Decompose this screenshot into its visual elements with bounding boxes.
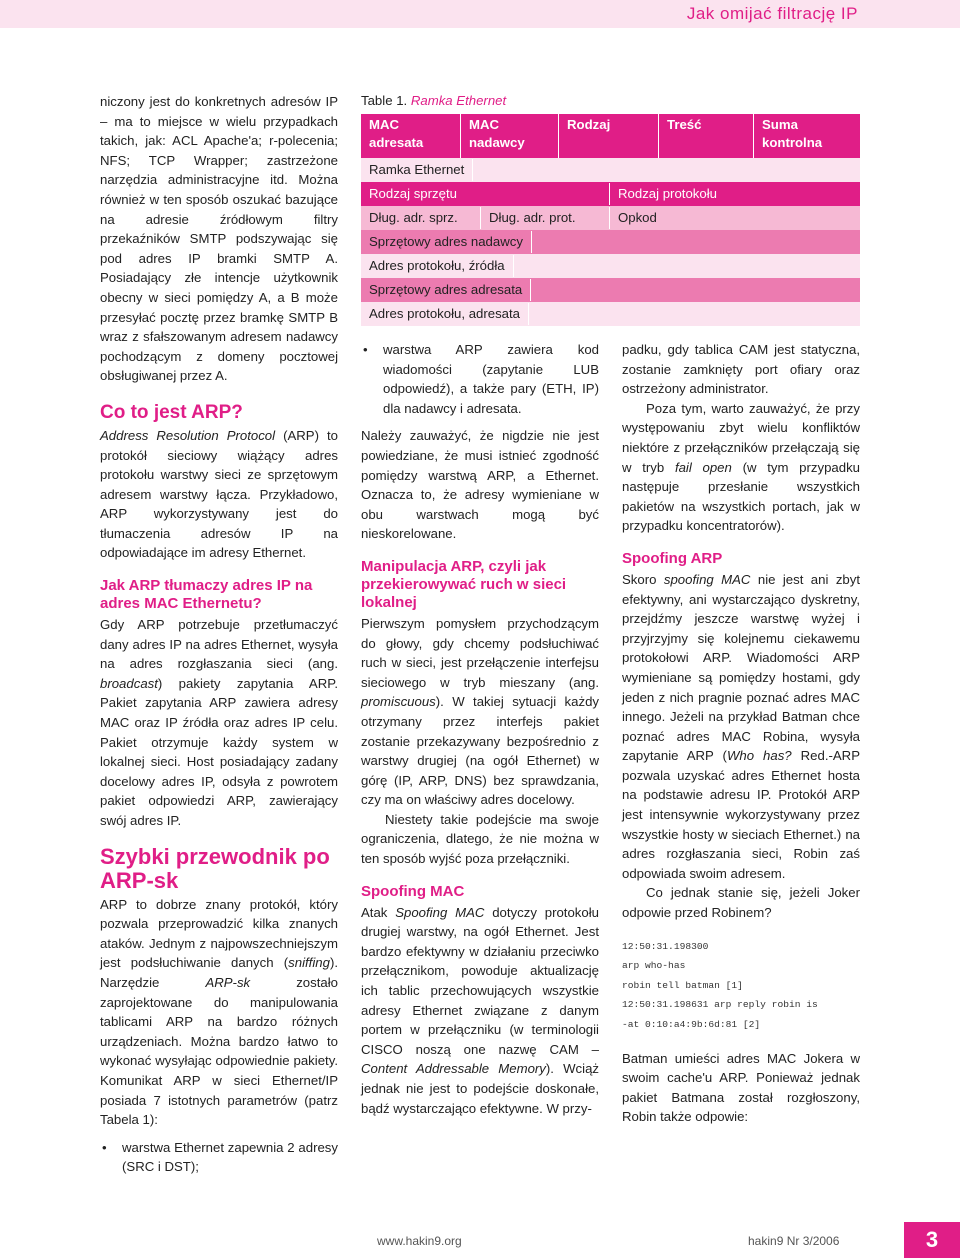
emphasis: Address Resolution Protocol: [100, 427, 276, 443]
emphasis: Spoofing MAC: [395, 904, 485, 920]
bullet-list: [100, 1138, 338, 1177]
table-header-cell: Rodzaj: [559, 114, 659, 158]
code-line: 12:50:31.198300: [622, 940, 709, 952]
table-cell: Dług. adr. prot.: [481, 207, 610, 229]
paragraph: [361, 614, 599, 810]
text: zostało zaprojektowane do manipulowania tablicami ARP na bardzo różnych urządzeniach. Można bardzo łatwo to wykonać wysyłając odpowiednie pakiety. Komunikat ARP w sieci Ethernet/IP posiada 7 istotnych parametrów (patrz Tabela 1):: [100, 974, 338, 1128]
list-item: • warstwa Ethernet zapewnia 2 adresy (SRC i DST);: [100, 1138, 338, 1177]
table-cell: Rodzaj sprzętu: [361, 183, 610, 205]
paragraph: [622, 570, 860, 884]
text: ARP to dobrze znany protokół, który pozwala przeprowadzić kilka znanych ataków. Jednym z najpowszechniejszym jest podsłuchiwanie danych (: [100, 896, 338, 971]
table-row: [361, 278, 860, 302]
emphasis: ARP-sk: [205, 974, 251, 990]
text: Atak: [361, 904, 396, 920]
table-cell: Opkod: [618, 210, 657, 225]
table-row: [361, 158, 860, 182]
text: dotyczy protokołu drugiej warstwy, na ogół Ethernet. Jest bardzo efektywny w działaniu przeciwko przełącznikom, powoduje aktualizację ich tablic przechowujących wszystkie adresy Ethernet związane z danym portem w przełączniku (w terminologii CISCO noszą one nazwę CAM –: [361, 904, 599, 1057]
text: ). W takiej sytuacji każdy otrzymany przez interfejs pakiet zostanie przekazywany bezpośrednio z warstwy drugiej (na ogół Ethernet) w górę (IP, ARP, DNS) bez sprawdzania, czy ma on właściwy adres docelowy.: [361, 694, 599, 808]
column-2: [361, 340, 599, 1118]
heading-arp-translate: Jak ARP tłumaczy adres IP na adres MAC Ethernetu?: [100, 577, 313, 613]
table-header-cell: MAC nadawcy: [461, 114, 559, 158]
paragraph: Batman umieści adres MAC Jokera w swoim cache'u ARP. Ponieważ jednak pakiet Batmana został rozgłoszony, Robin także odpowie:: [622, 1050, 860, 1125]
running-title: Jak omijać filtrację IP: [686, 4, 858, 23]
table-cell: Sprzętowy adres nadawcy: [361, 231, 532, 253]
paragraph: [622, 399, 860, 536]
text: ). Wciąż jednak nie jest to podejście doskonałe, bądź wystarczająco efektywne. W przy-: [361, 1061, 599, 1116]
page-number: 3: [904, 1222, 960, 1258]
code-line: robin tell batman [1]: [622, 979, 743, 991]
table-title: Ramka Ethernet: [410, 93, 507, 108]
code-line: 12:50:31.198631 arp reply robin is: [622, 999, 818, 1011]
emphasis: broadcast: [100, 675, 158, 691]
text: Red.-ARP pozwala uzyskać adres Ethernet hosta na podstawie adresu IP. Protokół ARP jest intensywnie wykorzystywany przez wszystkie hosty w sieciach Ethernet.) na adres rozgłaszania sieci, Robin zaś odpowiada swoim adresem.: [622, 748, 860, 881]
table-cell: Sprzętowy adres adresata: [361, 279, 531, 301]
header-bar: [0, 0, 960, 28]
bullet-list: [361, 340, 599, 418]
footer-url[interactable]: www.hakin9.org: [377, 1234, 462, 1248]
code-listing: [622, 937, 860, 1035]
table-row: [361, 230, 860, 254]
paragraph: [100, 426, 338, 563]
heading-arp-manipulation: Manipulacja ARP, czyli jak przekierowywać ruch w sieci lokalnej: [361, 557, 567, 611]
text: ) pakiety zapytania ARP. Pakiet zapytania ARP zawiera adresy MAC oraz IP źródła oraz adres IP celu. Pakiet otrzymuje każdy system w lokalnej sieci. Host posiadający zadany docelowy adres IP, odsyła z powrotem pakiet odpowiedzi ARP, zawierający swój adres IP.: [100, 675, 338, 828]
column-1: [100, 92, 338, 1185]
table-cell: Adres protokołu, źródła: [361, 255, 514, 277]
column-3: [622, 340, 860, 1127]
text: (w tym przypadku następuje przesłanie wszystkich pakietów na wszystkich portach, jak w przypadku koncentratorów).: [622, 459, 861, 534]
table-cell: Rodzaj protokołu: [618, 186, 717, 201]
text: ). Narzędzie: [100, 955, 338, 990]
emphasis: sniffing: [288, 955, 330, 971]
table-cell: Ramka Ethernet: [361, 159, 473, 181]
list-item: • warstwa ARP zawiera kod wiadomości (zapytanie LUB odpowiedź), a także pary (ETH, IP) dla nadawcy i adresata.: [361, 340, 599, 418]
code-line: -at 0:10:a4:9b:6d:81 [2]: [622, 1019, 761, 1030]
table-ethernet-frame: [361, 92, 860, 326]
paragraph: [361, 903, 599, 1119]
code-line: arp who-has: [622, 960, 686, 972]
table-caption: [361, 92, 860, 110]
table-row: [361, 302, 860, 326]
table-cell: Adres protokołu, adresata: [361, 303, 529, 325]
footer-issue: hakin9 Nr 3/2006: [748, 1234, 840, 1248]
table-row: [361, 254, 860, 278]
table-label: Table 1.: [361, 93, 408, 108]
text: Gdy ARP potrzebuje przetłumaczyć dany adres IP na adres Ethernet, wysyła na adres rozgłaszania sieci (ang.: [100, 617, 338, 672]
paragraph: [100, 615, 338, 831]
table-header-cell: Suma kontrolna: [762, 117, 823, 150]
paragraph: Należy zauważyć, że nigdzie nie jest powiedziane, że musi istnieć zgodność pomiędzy warstwą ARP, a Ethernet. Oznacza to, że adresy wymieniane w obu warstwach mogą być nieskorelowane.: [361, 428, 599, 542]
paragraph: [100, 895, 338, 1130]
heading-spoofing-arp: Spoofing ARP: [622, 549, 723, 567]
table-header-cell: Treść: [659, 114, 754, 158]
emphasis: Who has?: [726, 748, 792, 764]
text: nie jest ani zbyt efektywny, ani wystarczająco dyskretny, przejdźmy jeszcze warstwę wyżej i przyjrzyjmy się kolejnemu ciekawemu protokołowi ARP. Wiadomości ARP wymieniane są pomiędzy hostami, gdy jeden z nich pragnie poznać adres MAC innego. Jeżeli na przykład Batman chce poznać adres MAC Robina, wysyła zapytanie ARP (: [622, 571, 861, 764]
table-row: [361, 206, 860, 230]
paragraph: Niestety takie podejście ma swoje ograniczenia, dlatego, że nie można w ten sposób wyjść poza przełączniki.: [361, 811, 599, 867]
text: (ARP) to protokół sieciowy wiążący adres protokołu warstwy sieci ze sprzętowym adresem warstwy łącza. Przykładowo, ARP wykorzystywany jest do tłumaczenia adresów IP na odpowiadające im adresy Ethernet.: [100, 427, 338, 561]
emphasis: fail open: [674, 459, 732, 475]
table-row: [361, 182, 860, 206]
paragraph: padku, gdy tablica CAM jest statyczna, zostanie zamknięty port ofiary oraz ostrzeżony administrator.: [622, 342, 860, 397]
paragraph: niczony jest do konkretnych adresów IP – ma to miejsce w wielu przypadkach takich, jak: ACL Apache'a; r-polecenia; NFS; TCP Wrapper; zastrzeżone narzędzia administracyjne itd. Można również w ten sposób oszukać bazujące na adresie źródłowym filtry przekaźników SMTP podszywając się pod adres IP bramki SMTP A. Posiadający złe intencje użytkownik obecny w sieci pomiędzy A, a B może przesyłać pocztę przez bramkę SMTP B wraz z sfałszowanym adresem nadawcy pochodzącym z domeny pocztowej obsługiwanej przez A.: [100, 94, 338, 384]
text: Skoro: [622, 571, 664, 587]
emphasis: Content Addressable Memory: [361, 1061, 546, 1077]
table-header-cell: MAC adresata: [361, 114, 461, 158]
text: Poza tym, warto zauważyć, że przy występowaniu zbyt wielu konfliktów niektóre z przełączników przełączają się w tryb: [622, 400, 860, 475]
heading-quick-guide: Szybki przewodnik po ARP-sk: [100, 843, 330, 893]
heading-spoofing-mac: Spoofing MAC: [361, 882, 465, 900]
emphasis: promiscuous: [361, 694, 436, 710]
text: Pierwszym pomysłem przychodzącym do głowy, gdy chcemy podsłuchiwać ruch w sieci, jest przełączenie interfejsu sieciowego w tryb mieszany (ang.: [361, 615, 599, 690]
paragraph: Co jednak stanie się, jeżeli Joker odpowie przed Robinem?: [622, 885, 860, 921]
emphasis: spoofing MAC: [663, 571, 751, 587]
table-header-row: [361, 114, 860, 158]
heading-what-is-arp: Co to jest ARP?: [100, 401, 243, 423]
table-cell: Dług. adr. sprz.: [361, 207, 481, 229]
